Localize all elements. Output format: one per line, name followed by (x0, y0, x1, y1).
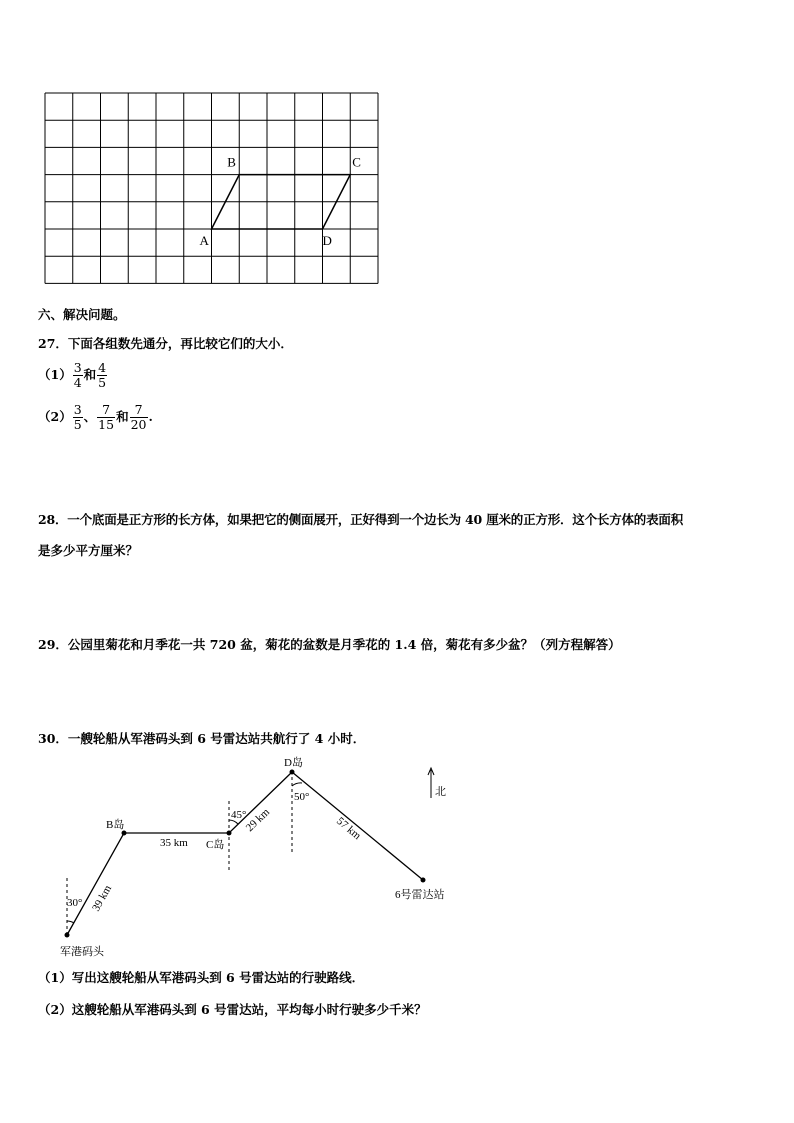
numerator: 4 (98, 360, 107, 375)
period: . (148, 409, 153, 424)
denominator: 5 (98, 375, 107, 390)
angle-arc-30 (67, 921, 74, 923)
label-c: C岛 (206, 839, 225, 851)
route-line (67, 772, 423, 935)
denominator: 15 (98, 417, 115, 432)
vertex-label-c: C (352, 154, 361, 170)
vertex-label-a: A (199, 233, 209, 248)
denominator: 4 (73, 375, 82, 390)
point-start (65, 933, 70, 938)
angle-arc-50 (292, 783, 302, 786)
label-end: 6号雷达站 (395, 889, 445, 901)
q30-sub2: （2）这艘轮船从军港码头到 6 号雷达站，平均每小时行驶多少千米？ (38, 1002, 427, 1017)
numerator: 7 (134, 402, 143, 417)
q30-sub1: （1）写出这艘轮船从军港码头到 6 号雷达站的行驶路线． (38, 970, 365, 985)
point-d (290, 770, 295, 775)
denominator: 5 (73, 417, 82, 432)
label-angle-45: 45° (231, 809, 247, 821)
q27-part2-label: （2） (38, 409, 72, 424)
label-angle-30: 30° (67, 897, 83, 909)
vertex-label-d: D (322, 233, 332, 248)
fraction-4-5 (97, 361, 107, 390)
denominator: 20 (130, 417, 147, 432)
question-28-line1: 28．一个底面是正方形的长方体，如果把它的侧面展开，正好得到一个边长为 40 厘米的正方形．这个长方体的表面积 (38, 512, 683, 527)
section-title: 六、解决问题。 (38, 307, 126, 322)
question-27: 27．下面各组数先通分，再比较它们的大小． (38, 336, 293, 351)
fraction-3-4 (73, 361, 83, 390)
conjunction: 和 (83, 367, 97, 382)
separator: 、 (83, 409, 97, 424)
question-28-line2: 是多少平方厘米？ (38, 543, 139, 558)
question-30: 30．一艘轮船从军港码头到 6 号雷达站共航行了 4 小时． (38, 731, 366, 746)
fraction-7-15 (97, 403, 115, 432)
grid-lines (45, 93, 378, 283)
question-29: 29．公园里菊花和月季花一共 720 盆，菊花的盆数是月季花的 1.4 倍，菊花有多少盆？（列方程解答） (38, 637, 621, 652)
label-b: B岛 (106, 819, 125, 831)
q27-part1 (38, 361, 108, 390)
fraction-3-5 (73, 403, 83, 432)
point-b (122, 831, 127, 836)
route-map (40, 750, 480, 965)
label-dist-39: 39 km (90, 883, 115, 914)
label-start: 军港码头 (60, 946, 104, 958)
vertex-label-b: B (227, 154, 236, 170)
q27-part2 (38, 403, 153, 432)
label-angle-50: 50° (294, 791, 310, 803)
numerator: 3 (73, 360, 82, 375)
q27-part1-label: （1） (38, 367, 72, 382)
point-c (227, 831, 232, 836)
point-end (421, 878, 426, 883)
fraction-7-20 (130, 403, 148, 432)
conjunction: 和 (116, 409, 129, 424)
label-north: 北 (435, 786, 446, 798)
label-dist-35: 35 km (160, 837, 188, 849)
label-d: D岛 (284, 757, 303, 769)
numerator: 7 (102, 402, 111, 417)
grid-figure (40, 90, 385, 290)
label-dist-57: 57 km (334, 815, 364, 843)
label-dist-29: 29 km (243, 806, 273, 835)
numerator: 3 (73, 402, 82, 417)
